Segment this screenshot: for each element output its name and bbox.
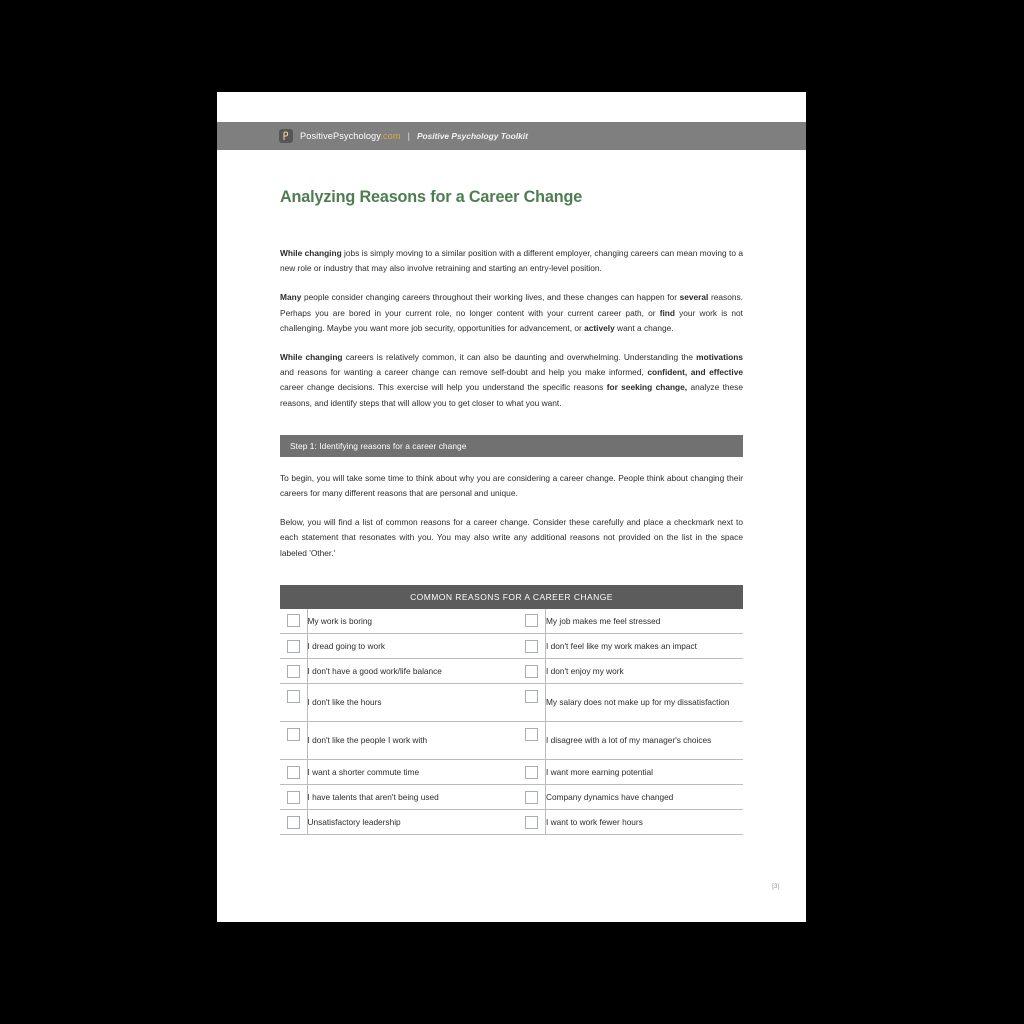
checkbox-right-icon[interactable] bbox=[525, 791, 538, 804]
reason-label-left: I want a shorter commute time bbox=[307, 760, 505, 785]
checkbox-cell-left[interactable] bbox=[280, 722, 307, 760]
checkbox-left-icon[interactable] bbox=[287, 766, 300, 779]
checkbox-cell-right[interactable] bbox=[519, 634, 546, 659]
document-content bbox=[280, 92, 743, 835]
checkbox-cell-right[interactable] bbox=[519, 609, 546, 634]
table-row bbox=[280, 810, 743, 835]
checkbox-left-icon[interactable] bbox=[287, 791, 300, 804]
checkbox-left-icon[interactable] bbox=[287, 665, 300, 678]
checkbox-left-icon[interactable] bbox=[287, 728, 300, 741]
intro-paragraph-1: While changing jobs is simply moving to a similar position with a different employer, changing careers can mean moving to a new role or industry that may also involve retraining and starting an entry-level position. bbox=[280, 248, 743, 274]
reason-label-right: My job makes me feel stressed bbox=[546, 609, 744, 634]
checkbox-cell-left[interactable] bbox=[280, 634, 307, 659]
reason-label-right: My salary does not make up for my dissatisfaction bbox=[546, 684, 744, 722]
reason-label-right: I don't feel like my work makes an impact bbox=[546, 634, 744, 659]
checkbox-cell-right[interactable] bbox=[519, 659, 546, 684]
reason-label-left: I don't like the hours bbox=[307, 684, 505, 722]
reason-label-right: I don't enjoy my work bbox=[546, 659, 744, 684]
table-row bbox=[280, 634, 743, 659]
column-gap bbox=[505, 760, 519, 785]
reason-label-left: I have talents that aren't being used bbox=[307, 785, 505, 810]
brand-tld-text: .com bbox=[380, 131, 401, 141]
checkbox-right-icon[interactable] bbox=[525, 640, 538, 653]
column-gap bbox=[505, 634, 519, 659]
brand-toolkit-label: Positive Psychology Toolkit bbox=[416, 131, 528, 141]
checkbox-right-icon[interactable] bbox=[525, 728, 538, 741]
step-paragraph-1: To begin, you will take some time to think about why you are considering a career change. People think about changing their careers for many different reasons that are personal and unique. bbox=[280, 472, 743, 499]
table-row bbox=[280, 722, 743, 760]
reason-label-left: I don't have a good work/life balance bbox=[307, 659, 505, 684]
intro-paragraph-3: While changing careers is relatively common, it can also be daunting and overwhelming. Understanding the motivations and reasons for wanting a career change can remove self-doubt and help you make informed, confident, and effective career change decisions. This exercise will help you understand the specific reasons for seeking change, analyze these reasons, and identify steps that will allow you to get closer to what you want. bbox=[280, 352, 744, 408]
brand-name-text: PositivePsychology bbox=[300, 131, 381, 141]
checklist-table-header-label: COMMON REASONS FOR A CAREER CHANGE bbox=[410, 591, 613, 602]
document-page bbox=[217, 92, 806, 922]
reason-label-left: Unsatisfactory leadership bbox=[307, 810, 505, 835]
step-paragraph-2: Below, you will find a list of common reasons for a career change. Consider these carefully and place a checkmark next to each statement that resonates with you. You may also write any additional reasons not provided on the list in the space labeled 'Other.' bbox=[280, 517, 743, 558]
checkbox-right-icon[interactable] bbox=[525, 816, 538, 829]
checkbox-left-icon[interactable] bbox=[287, 690, 300, 703]
checkbox-cell-left[interactable] bbox=[280, 760, 307, 785]
table-row bbox=[280, 760, 743, 785]
checklist-table-header bbox=[280, 585, 743, 609]
step-1-label: Step 1: Identifying reasons for a career change bbox=[290, 440, 467, 451]
checkbox-cell-right[interactable] bbox=[519, 785, 546, 810]
checkbox-cell-left[interactable] bbox=[280, 659, 307, 684]
checklist-table-body bbox=[280, 609, 743, 835]
column-gap bbox=[505, 609, 519, 634]
column-gap bbox=[505, 659, 519, 684]
checkbox-right-icon[interactable] bbox=[525, 665, 538, 678]
checkbox-cell-left[interactable] bbox=[280, 810, 307, 835]
reason-label-right: I disagree with a lot of my manager's choices bbox=[546, 722, 744, 760]
checklist-table bbox=[280, 609, 743, 836]
checkbox-cell-left[interactable] bbox=[280, 609, 307, 634]
reason-label-right: I want to work fewer hours bbox=[546, 810, 744, 835]
page-number-marker: [3] bbox=[772, 883, 779, 890]
checkbox-cell-right[interactable] bbox=[519, 760, 546, 785]
reason-label-left: I don't like the people I work with bbox=[307, 722, 505, 760]
checkbox-right-icon[interactable] bbox=[525, 614, 538, 627]
column-gap bbox=[505, 684, 519, 722]
table-row bbox=[280, 659, 743, 684]
checkbox-cell-right[interactable] bbox=[519, 722, 546, 760]
checkbox-left-icon[interactable] bbox=[287, 816, 300, 829]
column-gap bbox=[505, 722, 519, 760]
checkbox-right-icon[interactable] bbox=[525, 690, 538, 703]
table-row bbox=[280, 684, 743, 722]
reason-label-right: Company dynamics have changed bbox=[546, 785, 744, 810]
intro-paragraph-2: Many people consider changing careers throughout their working lives, and these changes can happen for several reasons. Perhaps you are bored in your current role, no longer content with your current career path, or find your work is not challenging. Maybe you want more job security, opportunities for advancement, or actively want a change. bbox=[280, 292, 744, 333]
brand-separator: | bbox=[407, 131, 410, 141]
reason-label-left: I dread going to work bbox=[307, 634, 505, 659]
checkbox-cell-right[interactable] bbox=[519, 810, 546, 835]
table-row bbox=[280, 785, 743, 810]
reason-label-right: I want more earning potential bbox=[546, 760, 744, 785]
checkbox-left-icon[interactable] bbox=[287, 614, 300, 627]
step-1-banner bbox=[280, 435, 743, 457]
checkbox-cell-left[interactable] bbox=[280, 785, 307, 810]
column-gap bbox=[505, 810, 519, 835]
checkbox-right-icon[interactable] bbox=[525, 766, 538, 779]
reason-label-left: My work is boring bbox=[307, 609, 505, 634]
table-row bbox=[280, 609, 743, 634]
checkbox-cell-left[interactable] bbox=[280, 684, 307, 722]
checkbox-left-icon[interactable] bbox=[287, 640, 300, 653]
column-gap bbox=[505, 785, 519, 810]
page-title: Analyzing Reasons for a Career Change bbox=[280, 188, 583, 206]
checkbox-cell-right[interactable] bbox=[519, 684, 546, 722]
checklist-table-wrapper bbox=[280, 585, 743, 836]
